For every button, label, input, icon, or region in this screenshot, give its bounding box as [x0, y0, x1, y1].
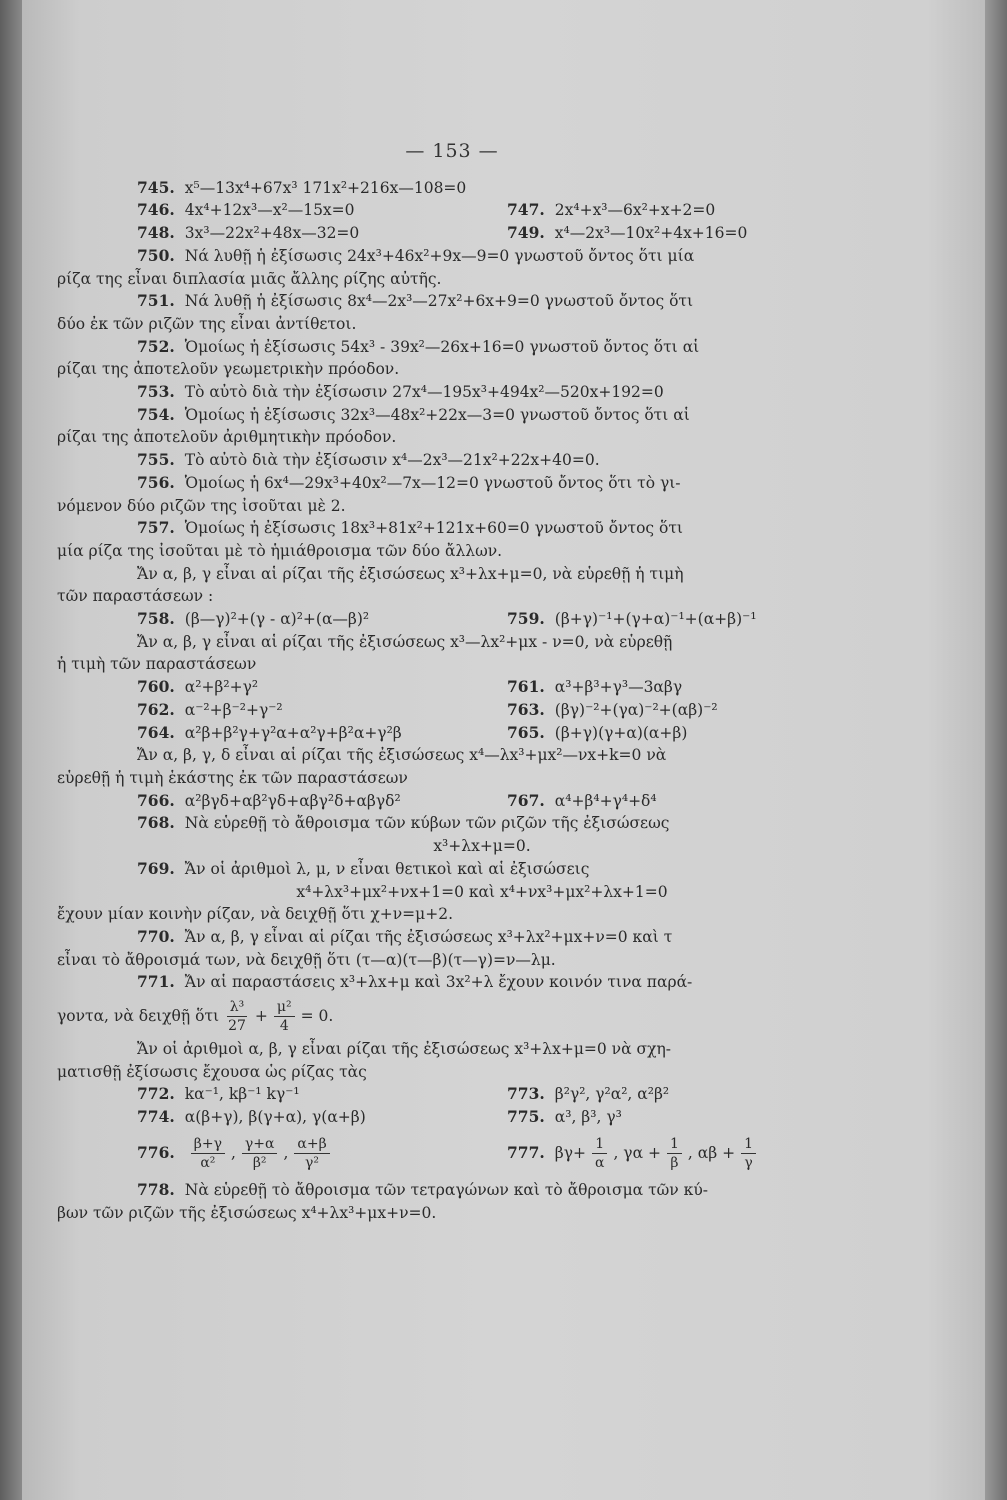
exercise-text: Νά λυθῇ ἡ ἐξίσωσις 8x⁴—2x³—27x²+6x+9=0 γνωστοῦ ὄντος ὅτι: [184, 292, 694, 311]
exercise-text: Νὰ εὑρεθῇ τὸ ἄθροισμα τῶν τετραγώνων καὶ τὸ ἄθροισμα τῶν κύ-: [184, 1180, 708, 1199]
exercise-text: α⁻²+β⁻²+γ⁻²: [184, 700, 283, 719]
continuation-line: [57, 268, 847, 291]
continuation-line: [57, 495, 847, 518]
term: , γα +: [613, 1144, 661, 1163]
exercise-line: [57, 472, 847, 495]
continuation-line: [57, 426, 847, 449]
exercise-list: [57, 177, 847, 994]
equation-line: [57, 835, 847, 858]
exercise-number: 770.: [137, 926, 175, 946]
exercise-number: 749.: [507, 223, 545, 243]
exercise-776-777: 776. $\frac{\beta+\gamma}{\text{α²}}$ , $\frac{\gamma+\alpha}{\text{β²}}$ , $\frac{\alpha+\beta}{\text{γ²}}$ 777. βγ+ $\frac{1}{\alpha}$ , γα + $\frac{1}{\beta}$ , αβ + $\frac{1}{\gamma}$: [57, 1129, 847, 1179]
exercise-pair: [57, 608, 847, 631]
continuation-line: [57, 903, 847, 926]
frac-prefix: γοντα, νὰ δειχθῇ ὅτι: [57, 1006, 220, 1025]
denominator: β²: [252, 1155, 267, 1172]
exercise-list-3: [57, 1179, 847, 1224]
page-number: — 153 —: [405, 140, 499, 162]
exercise-text: 4x⁴+12x³—x²—15x=0: [184, 201, 355, 220]
fraction: [592, 1135, 607, 1172]
continuation-text: βων τῶν ριζῶν τῆς ἐξισώσεως x⁴+λx³+μx+ν=0.: [57, 1203, 437, 1222]
exercise-number: 754.: [137, 404, 175, 424]
exercise-pair: [57, 790, 847, 813]
frac-suffix: = 0.: [300, 1006, 334, 1025]
intro-line: [57, 563, 847, 586]
exercise-number: 767.: [507, 790, 545, 810]
intro-text: Ἄν α, β, γ, δ εἶναι αἱ ρίζαι τῆς ἐξισώσεως x⁴—λx³+μx²—νx+k=0 νὰ: [137, 746, 667, 765]
exercise-text: α³, β³, γ³: [554, 1108, 622, 1127]
denominator: γ²: [305, 1155, 320, 1172]
exercise-number: 745.: [137, 177, 175, 197]
denominator: γ: [744, 1155, 753, 1172]
exercise-line: [57, 812, 847, 835]
denominator: β: [670, 1155, 679, 1172]
exercise-line: [57, 381, 847, 404]
exercise-text: Ὁμοίως ἡ ἐξίσωσις 54x³ - 39x²—26x+16=0 γνωστοῦ ὄντος ὅτι αἱ: [184, 337, 700, 356]
intro-text: Ἄν α, β, γ εἶναι αἱ ρίζαι τῆς ἐξισώσεως x³—λx²+μx - ν=0, νὰ εὑρεθῇ: [137, 632, 673, 651]
numerator: 1: [667, 1135, 682, 1154]
numerator: λ³: [227, 998, 248, 1017]
numerator: 1: [592, 1135, 607, 1154]
exercise-line: [57, 177, 847, 200]
exercise-number: 761.: [507, 677, 545, 697]
continuation-text: ἔχουν μίαν κοινὴν ρίζαν, νὰ δειχθῇ ὅτι χ+ν=μ+2.: [57, 905, 454, 924]
exercise-number: 759.: [507, 609, 545, 629]
fraction: [191, 1135, 225, 1172]
exercise-text: (β+γ)⁻¹+(γ+α)⁻¹+(α+β)⁻¹: [554, 610, 757, 629]
exercise-number: 778.: [137, 1179, 175, 1199]
exercise-text: x⁴—2x³—10x²+4x+16=0: [554, 224, 748, 243]
book-page: [22, 0, 985, 1500]
page-content: [57, 140, 847, 1224]
continuation-text: εἶναι τὸ ἄθροισμά των, νὰ δειχθῇ ὅτι (τ—α)(τ—β)(τ—γ)=ν—λμ.: [57, 950, 556, 969]
exercise-line: [57, 245, 847, 268]
exercise-number: 756.: [137, 472, 175, 492]
exercise-pair: [57, 722, 847, 745]
exercise-pair: [57, 222, 847, 245]
exercise-number: 747.: [507, 200, 545, 220]
exercise-number: 763.: [507, 699, 545, 719]
exercise-line: [57, 404, 847, 427]
continuation-text: νόμενον δύο ριζῶν της ἰσοῦται μὲ 2.: [57, 496, 346, 515]
exercise-text: x⁵—13x⁴+67x³ 171x²+216x—108=0: [184, 178, 467, 197]
fraction-lambda: [225, 998, 249, 1035]
exercise-text: kα⁻¹, kβ⁻¹ kγ⁻¹: [184, 1085, 300, 1104]
exercise-text: α⁴+β⁴+γ⁴+δ⁴: [554, 791, 657, 810]
exercise-number: 750.: [137, 245, 175, 265]
exercise-line: [57, 926, 847, 949]
numerator: β+γ: [191, 1135, 225, 1154]
exercise-line: [57, 290, 847, 313]
continuation-text: μία ρίζα της ἰσοῦται μὲ τὸ ἡμιάθροισμα τῶν δύο ἄλλων.: [57, 541, 503, 560]
exercise-text: Ἄν α, β, γ εἶναι αἱ ρίζαι τῆς ἐξισώσεως x³+λx²+μx+ν=0 καὶ τ: [184, 927, 673, 946]
exercise-text: α(β+γ), β(γ+α), γ(α+β): [184, 1108, 366, 1127]
continuation-text: ρίζα της εἶναι διπλασία μιᾶς ἄλλης ρίζης αὐτῆς.: [57, 269, 442, 288]
exercise-number: 752.: [137, 336, 175, 356]
exercise-number: 771.: [137, 972, 175, 992]
exercise-number: 775.: [507, 1107, 545, 1127]
exercise-text: Ἄν οἱ ἀριθμοὶ λ, μ, ν εἶναι θετικοὶ καὶ αἱ ἐξισώσεις: [184, 859, 590, 878]
exercise-number: 746.: [137, 200, 175, 220]
exercise-number: 772.: [137, 1084, 175, 1104]
exercise-line: [57, 1179, 847, 1202]
intro-line: [57, 631, 847, 654]
exercise-text: Ὁμοίως ἡ ἐξίσωσις 18x³+81x²+121x+60=0 γνωστοῦ ὄντος ὅτι: [184, 519, 684, 538]
exercise-list-2: [57, 1038, 847, 1129]
numerator: α+β: [294, 1135, 329, 1154]
intro-text: Ἄν οἱ ἀριθμοὶ α, β, γ εἶναι ρίζαι τῆς ἐξισώσεως x³+λx+μ=0 νὰ σχη-: [137, 1040, 671, 1059]
exercise-pair: [57, 1106, 847, 1129]
exercise-number: 758.: [137, 609, 175, 629]
exercise-number: 768.: [137, 813, 175, 833]
numerator: 1: [741, 1135, 756, 1154]
continuation-line: [57, 313, 847, 336]
exercise-number: 748.: [137, 223, 175, 243]
exercise-line: [57, 858, 847, 881]
page-edge-left: [0, 0, 22, 1500]
continuation-text: ρίζαι της ἀποτελοῦν ἀριθμητικὴν πρόοδον.: [57, 428, 397, 447]
continuation-line: [57, 653, 847, 676]
exercise-771-fraction: [57, 994, 847, 1038]
exercise-text: Νὰ εὑρεθῇ τὸ ἄθροισμα τῶν κύβων τῶν ριζῶν τῆς ἐξισώσεως: [184, 814, 670, 833]
exercise-number: 773.: [507, 1084, 545, 1104]
exercise-text: Τὸ αὐτὸ διὰ τὴν ἐξίσωσιν x⁴—2x³—21x²+22x+40=0.: [184, 451, 600, 470]
exercise-number: 777.: [507, 1143, 545, 1163]
exercise-text: Ἄν αἱ παραστάσεις x³+λx+μ καὶ 3x²+λ ἔχουν κοινόν τινα παρά-: [184, 973, 693, 992]
term: , αβ +: [687, 1144, 736, 1163]
exercise-text: (βγ)⁻²+(γα)⁻²+(αβ)⁻²: [554, 700, 718, 719]
fraction: [667, 1135, 682, 1172]
continuation-line: [57, 1061, 847, 1084]
exercise-number: 760.: [137, 677, 175, 697]
exercise-pair: [57, 676, 847, 699]
exercise-text: α²+β²+γ²: [184, 678, 259, 697]
exercise-text: Νά λυθῇ ἡ ἐξίσωσις 24x³+46x²+9x—9=0 γνωστοῦ ὄντος ὅτι μία: [184, 246, 695, 265]
exercise-text: α²β+β²γ+γ²α+α²γ+β²α+γ²β: [184, 723, 402, 742]
exercise-line: [57, 517, 847, 540]
continuation-line: [57, 949, 847, 972]
exercise-pair: [57, 1083, 847, 1106]
exercise-pair: [57, 199, 847, 222]
term: βγ+: [554, 1144, 586, 1163]
equation-line: [57, 881, 847, 904]
exercise-number: 751.: [137, 291, 175, 311]
continuation-text: τῶν παραστάσεων :: [57, 587, 214, 606]
exercise-text: Ὁμοίως ἡ ἐξίσωσις 32x³—48x²+22x—3=0 γνωστοῦ ὄντος ὅτι αἱ: [184, 405, 690, 424]
intro-line: [57, 1038, 847, 1061]
fraction-mu: [274, 998, 295, 1035]
exercise-text: (β+γ)(γ+α)(α+β): [554, 723, 688, 742]
exercise-line: [57, 449, 847, 472]
fraction: [294, 1135, 329, 1172]
intro-text: Ἄν α, β, γ εἶναι αἱ ρίζαι τῆς ἐξισώσεως x³+λx+μ=0, νὰ εὑρεθῇ ἡ τιμὴ: [137, 564, 684, 583]
fraction: [242, 1135, 278, 1172]
continuation-text: ματισθῇ ἐξίσωσις ἔχουσα ὡς ρίζας τὰς: [57, 1062, 367, 1081]
continuation-text: δύο ἐκ τῶν ριζῶν της εἶναι ἀντίθετοι.: [57, 314, 357, 333]
exercise-text: Ὁμοίως ἡ 6x⁴—29x³+40x²—7x—12=0 γνωστοῦ ὄντος ὅτι τὸ γι-: [184, 473, 681, 492]
exercise-number: 764.: [137, 722, 175, 742]
exercise-number: 769.: [137, 858, 175, 878]
equation-text: x³+λx+μ=0.: [433, 837, 531, 856]
numerator: γ+α: [242, 1135, 278, 1154]
denominator: 4: [279, 1017, 289, 1034]
exercise-text: Τὸ αὐτὸ διὰ τὴν ἐξίσωσιν 27x⁴—195x³+494x²—520x+192=0: [184, 383, 664, 402]
exercise-line: [57, 336, 847, 359]
exercise-text: 3x³—22x²+48x—32=0: [184, 224, 360, 243]
exercise-number: 765.: [507, 722, 545, 742]
exercise-text: β²γ², γ²α², α²β²: [554, 1085, 670, 1104]
exercise-number: 776.: [137, 1143, 175, 1163]
exercise-number: 755.: [137, 450, 175, 470]
denominator: α²: [200, 1155, 216, 1172]
fraction: [741, 1135, 756, 1172]
plus-sign: +: [254, 1006, 268, 1025]
exercise-pair: [57, 699, 847, 722]
exercise-line: [57, 971, 847, 994]
exercise-number: 774.: [137, 1107, 175, 1127]
denominator: α: [594, 1155, 605, 1172]
continuation-text: εὑρεθῇ ἡ τιμὴ ἑκάστης ἐκ τῶν παραστάσεων: [57, 768, 408, 787]
continuation-text: ἡ τιμὴ τῶν παραστάσεων: [57, 655, 257, 674]
exercise-text: α²βγδ+αβ²γδ+αβγ²δ+αβγδ²: [184, 791, 401, 810]
equation-text: x⁴+λx³+μx²+νx+1=0 καὶ x⁴+νx³+μx²+λx+1=0: [296, 882, 668, 901]
denominator: 27: [228, 1017, 246, 1034]
continuation-line: [57, 767, 847, 790]
intro-line: [57, 744, 847, 767]
continuation-line: [57, 540, 847, 563]
continuation-line: [57, 358, 847, 381]
continuation-line: [57, 585, 847, 608]
continuation-line: [57, 1202, 847, 1225]
exercise-text: α³+β³+γ³—3αβγ: [554, 678, 683, 697]
continuation-text: ρίζαι της ἀποτελοῦν γεωμετρικὴν πρόοδον.: [57, 360, 400, 379]
exercise-text: 2x⁴+x³—6x²+x+2=0: [554, 201, 716, 220]
exercise-number: 753.: [137, 382, 175, 402]
exercise-number: 757.: [137, 518, 175, 538]
exercise-number: 766.: [137, 790, 175, 810]
numerator: μ²: [274, 998, 295, 1017]
page-edge-right: [985, 0, 1007, 1500]
exercise-text: (β—γ)²+(γ - α)²+(α—β)²: [184, 610, 370, 629]
exercise-number: 762.: [137, 699, 175, 719]
